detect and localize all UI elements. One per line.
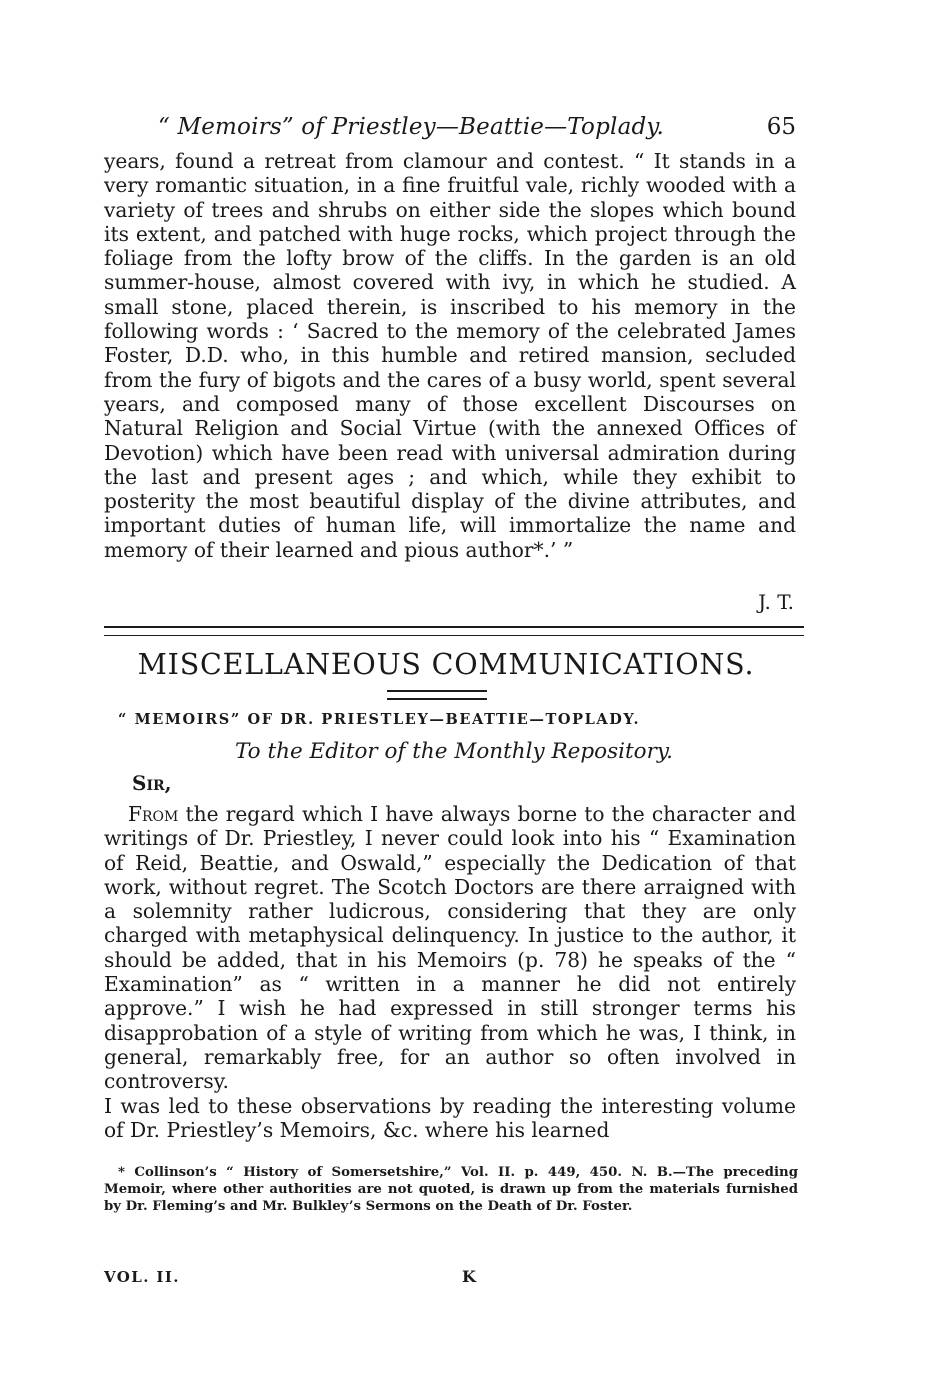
author-signature: J. T. — [758, 590, 794, 614]
letter-paragraph-1 — [104, 802, 796, 1094]
running-head-title: “ Memoirs” of Priestley—Beattie—Toplady. — [158, 114, 665, 140]
drop-word: From — [128, 802, 179, 826]
printer-signature-mark: K — [462, 1267, 478, 1286]
article-title: “ MEMOIRS” OF DR. PRIESTLEY—BEATTIE—TOPLADY. — [118, 711, 641, 728]
continued-paragraph — [104, 149, 796, 562]
letter-paragraph-2: I was led to these observations by reading the interesting volume of Dr. Priestley’s Memoirs, &c. where his learned — [104, 1093, 796, 1142]
footnote — [104, 1164, 798, 1215]
section-heading: MISCELLANEOUS COMMUNICATIONS. — [137, 648, 755, 681]
running-head — [104, 112, 796, 142]
heading-ornament-rule — [387, 690, 487, 700]
page-footer — [104, 1265, 796, 1289]
foster-memoir-paragraph: years, found a retreat from clamour and contest. “ It stands in a very romantic situation, in a fine fruitful vale, richly wooded with a variety of trees and shrubs on either side the slopes which bound its extent, and patched with huge rocks, which project through the foliage from the lofty brow of the cliffs. In the garden is an old summer-house, almost covered with ivy, in which he studied. A small stone, placed therein, is inscribed to his memory in the following words : ‘ Sacred to the memory of the celebrated James Foster, D.D. who, in this humble and retired mansion, secluded from the fury of bigots and the cares of a busy world, spent several years, and composed many of those excellent Discourses on Natural Religion and Social Virtue (with the annexed Offices of Devotion) which have been read with universal admiration during the last and present ages ; and which, while they exhibit to posterity the most beautiful display of the divine attributes, and important duties of human life, will immortalize the name and memory of their learned and pious author*.’ ” — [104, 149, 796, 562]
salutation: Sir, — [132, 771, 172, 795]
volume-label: VOL. II. — [104, 1268, 180, 1286]
page-number: 65 — [766, 114, 796, 140]
letter-body — [104, 802, 796, 1142]
editor-address: To the Editor of the Monthly Repository. — [235, 739, 673, 764]
section-divider-rule — [104, 626, 804, 636]
footnote-text: * Collinson’s “ History of Somersetshire,” Vol. II. p. 449, 450. N. B.—The preceding Memoir, where other authorities are not quoted, is drawn up from the materials furnished by Dr. Fleming’s and Mr. Bulkley’s Sermons on the Death of Dr. Foster. — [104, 1165, 798, 1214]
letter-paragraph-1-text: the regard which I have always borne to the character and writings of Dr. Priestley, I never could look into his “ Examination of Reid, Beattie, and Oswald,” especially the Dedication of that work, without regret. The Scotch Doctors are there arraigned with a solemnity rather ludicrous, considering that they are only charged with metaphysical delinquency. In justice to the author, it should be added, that in his Memoirs (p. 78) he speaks of the “ Examination” as “ written in a manner he did not entirely approve.” I wish he had expressed in still stronger terms his disapprobation of a style of writing from which he was, I think, in general, remarkably free, for an author so often involved in controversy. — [104, 802, 796, 1094]
